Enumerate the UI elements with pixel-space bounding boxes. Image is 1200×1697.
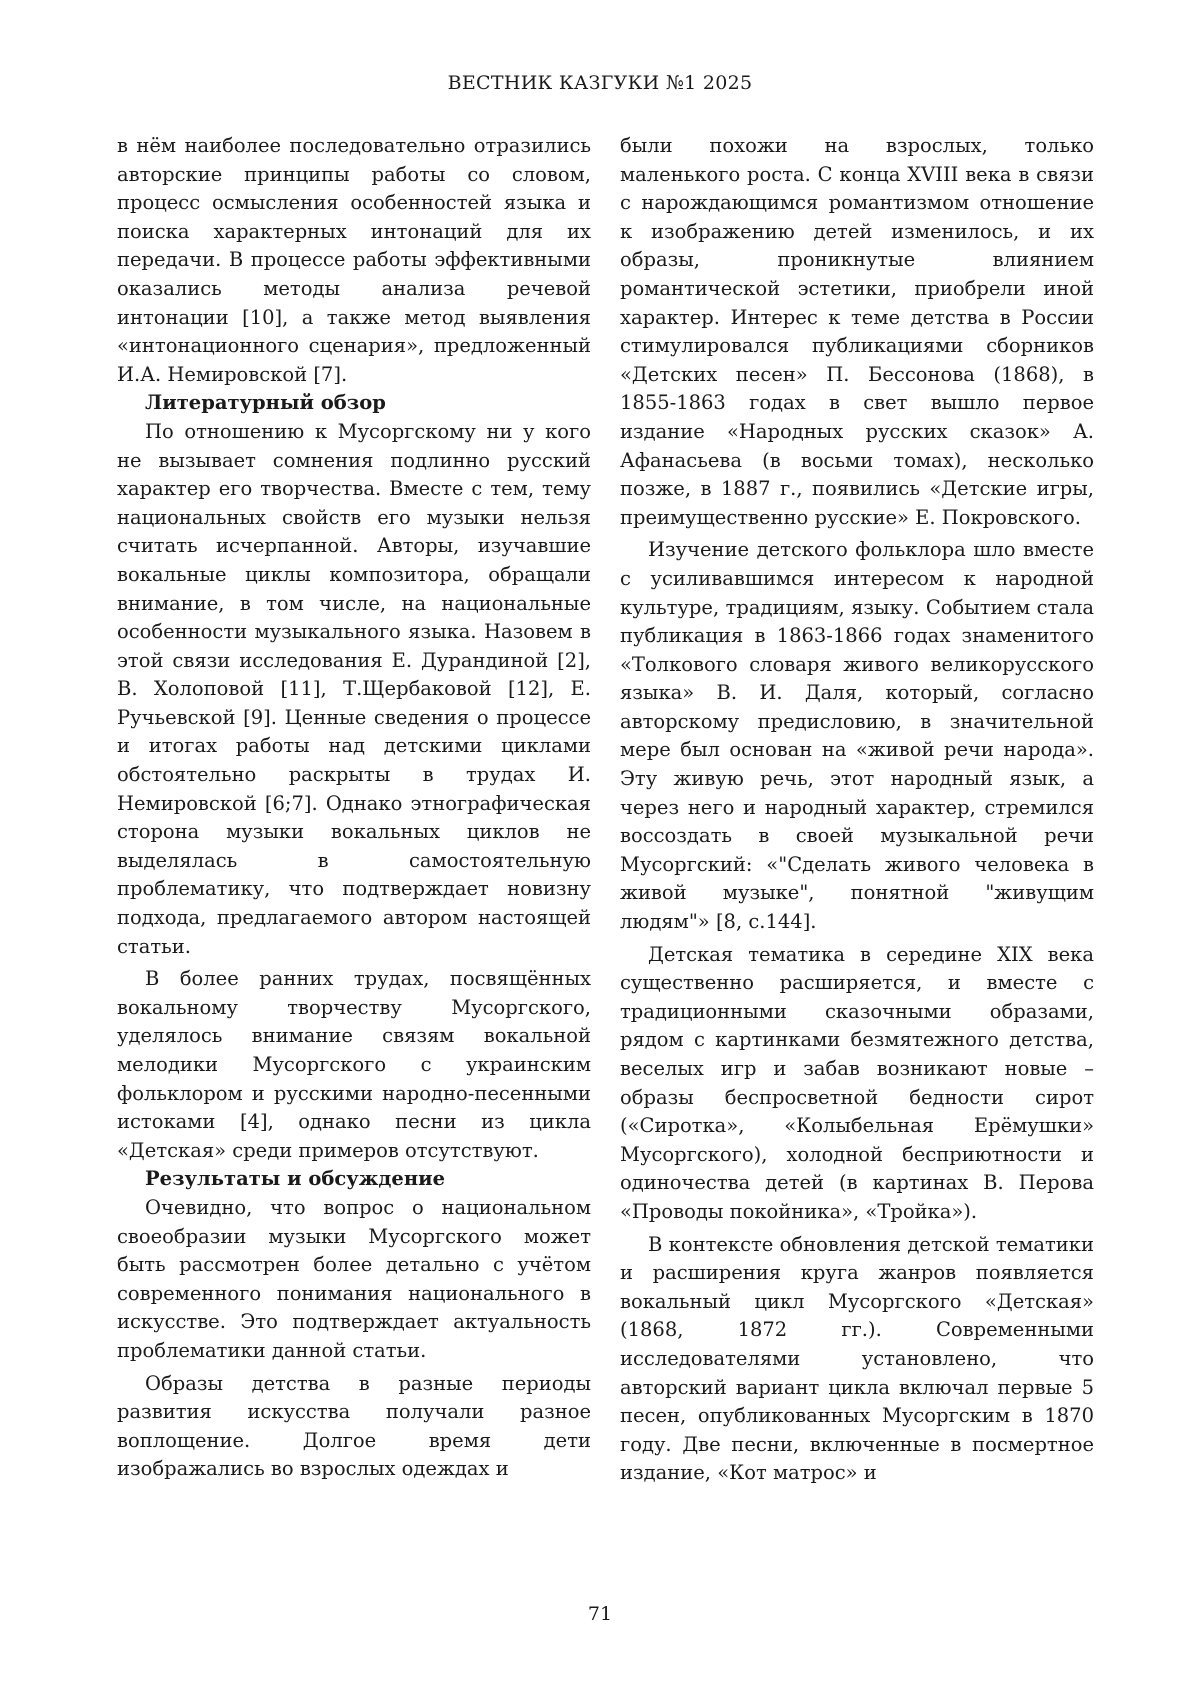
paragraph: Очевидно, что вопрос о национальном своеобразии музыки Мусоргского может быть рассмотрен более детально с учётом современного понимания национального в искусстве. Это подтверждает актуальность проблематики данной статьи. — [117, 1195, 591, 1362]
paragraph: Детская тематика в середине XIX века существенно расширяется, и вместе с традиционными сказочными образами, рядом с картинками безмятежного детства, веселых игр и забав возникают новые – образы беспросветной бедности сирот («Сиротка», «Колыбельная Ерёмушки» Мусоргского), холодной бесприютности и одиночества детей (в картинах В. Перова «Проводы покойника», «Тройка»). — [620, 942, 1094, 1223]
paragraph: В контексте обновления детской тематики и расширения круга жанров появляется вокальный цикл Мусоргского «Детская» (1868, 1872 гг.). Современными исследователями установлено, что авторский вариант цикла включал первые 5 песен, опубликованных Мусоргским в 1870 году. Две песни, включенные в посмертное издание, «Кот матрос» и — [620, 1232, 1094, 1485]
paragraph: Изучение детского фольклора шло вместе с усиливавшимся интересом к народной культуре, традициям, языку. Событием стала публикация в 1863-1866 годах знаменитого «Толкового словаря живого великорусского языка» В. И. Даля, который, согласно авторскому предисловию, в значительной мере был основан на «живой речи народа». Эту живую речь, этот народный язык, а через него и народный характер, стремился воссоздать в своей музыкальной речи Мусоргский: «"Сделать живого человека в живой музыке", понятной "живущим людям"» [8, с.144]. — [620, 538, 1094, 934]
paragraph: в нём наиболее последовательно отразились авторские принципы работы со словом, процесс осмысления особенностей языка и поиска характерных интонаций для их передачи. В процессе работы эффективными оказались методы анализа речевой интонации [10], а также метод выявления «интонационного сценария», предложенный И.А. Немировской [7]. — [117, 134, 591, 386]
left-column — [117, 132, 591, 1484]
paragraph: В более ранних трудах, посвящённых вокальному творчеству Мусоргского, уделялось внимание связям вокальной мелодики Мусоргского с украинским фольклором и русскими народно-песенными истоками [4], однако песни из цикла «Детская» среди примеров отсутствуют. — [117, 967, 591, 1162]
paragraph: Образы детства в разные периоды развития искусства получали разное воплощение. Долгое время дети изображались во взрослых одеждах и — [117, 1371, 591, 1481]
section-heading-results-discussion: Результаты и обсуждение — [145, 1167, 445, 1191]
paragraph: По отношению к Мусоргскому ни у кого не вызывает сомнения подлинно русский характер его творчества. Вместе с тем, тему национальных свойств его музыки нельзя считать исчерпанной. Авторы, изучавшие вокальные циклы композитора, обращали внимание, в том числе, на национальные особенности музыкального языка. Назовем в этой связи исследования Е. Дурандиной [2], В. Холоповой [11], Т.Щербаковой [12], Е. Ручьевской [9]. Ценные сведения о процессе и итогах работы над детскими циклами обстоятельно раскрыты в трудах И. Немировской [6;7]. Однако этнографическая сторона музыки вокальных циклов не выделялась в самостоятельную проблематику, что подтверждает новизну подхода, предлагаемого автором настоящей статьи. — [117, 419, 591, 958]
right-column — [620, 132, 1094, 1488]
section-heading-literature-review: Литературный обзор — [145, 391, 386, 415]
paragraph: были похожи на взрослых, только маленького роста. С конца XVIII века в связи с нарождающимся романтизмом отношение к изображению детей изменилось, и их образы, проникнутые влиянием романтической эстетики, приобрели иной характер. Интерес к теме детства в России стимулировался публикациями сборников «Детских песен» П. Бессонова (1868), в 1855-1863 годах в свет вышло первое издание «Народных русских сказок» А. Афанасьева (в восьми томах), несколько позже, в 1887 г., появились «Детские игры, преимущественно русские» Е. Покровского. — [620, 134, 1094, 529]
page-number: 71 — [587, 1603, 613, 1625]
journal-header: ВЕСТНИК КАЗГУКИ №1 2025 — [447, 72, 753, 94]
